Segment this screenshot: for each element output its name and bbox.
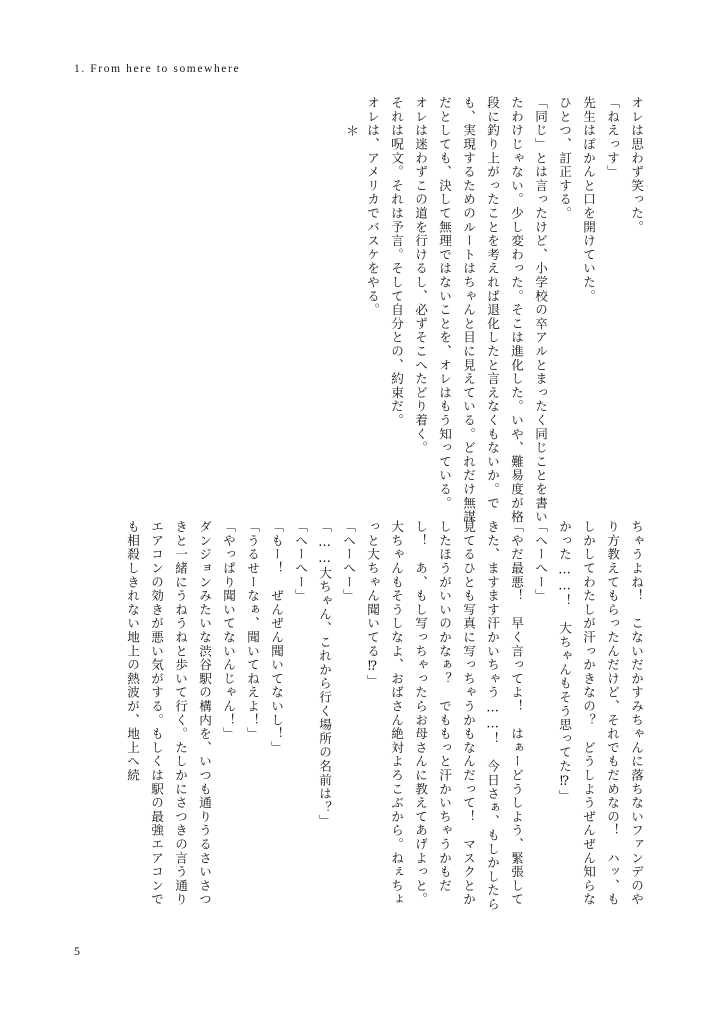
paragraph-line: ちゃうよね！ こないだかすみちゃんに落ちないファンデのやり方教えてもらったんだけど、それでもだめなの！ ハッ、もしかしてわたしが汗っかきなの？ どうしようぜんぜん知らなかった……！ 大ちゃんもそう思ってた⁉」 <box>557 520 644 907</box>
paragraph-line: オレは思わず笑った。 <box>629 96 644 234</box>
paragraph-line: 「へーへー」 <box>341 520 356 603</box>
paragraph-line: 「へーへー」 <box>293 520 308 603</box>
paragraph-line: 「やだ最悪！ 早く言ってよ！ はぁーどうしよう、緊張してきた、ますます汗かいちゃう……！ 今日さぁ、もしかしたら見てるひとも写真に写っちゃうかもなんだって！ マスクとかしたほうがいいのかなぁ？ でももっと汗かいちゃうかもだし！ あ、もし写っちゃったらお母さんに教えてあげよっと。大ちゃんもそうしなよ、おばさん絶対よろこぶから。ねぇちょっと大ちゃん聞いてる⁉」 <box>365 520 524 912</box>
paragraph-line: 先生はぽかんと口を開けていた。 <box>581 96 596 303</box>
paragraph-line: オレは迷わずこの道を行けるし、必ずそこへたどり着く。 <box>413 96 428 455</box>
body-text-upper <box>341 96 648 526</box>
paragraph-line: 「もー！ ぜんぜん聞いてないし！」 <box>269 520 284 755</box>
paragraph-line: ひとつ、訂正する。 <box>557 96 572 221</box>
paragraph-line: ダンジョンみたいな渋谷駅の構内を、いつも通りうるさいさつきと一緒にうねうねと歩いて行く。たしかにさつきの言う通りエアコンの効きが悪い気がする。もしくは駅の最強エアコンでも相殺しきれない地上の熱波が、地上へ続 <box>125 520 212 907</box>
paragraph-line: 「へーへー」 <box>533 520 548 603</box>
paragraph-line: 「……大ちゃん、これから行く場所の名前は？」 <box>317 520 332 829</box>
section-separator: ＊ <box>343 124 358 137</box>
paragraph-line: それは呪文。それは予言。そして自分との、約束だ。 <box>389 96 404 428</box>
paragraph-line: 「うるせーなぁ、聞いてねえよ！」 <box>245 520 260 741</box>
running-header: 1. From here to somewhere <box>74 63 241 75</box>
paragraph-line: 「ねえっす」 <box>605 96 620 179</box>
paragraph-line: 「やっぱり聞いてないんじゃん！」 <box>221 520 236 741</box>
page-number: 5 <box>74 944 80 958</box>
body-text-lower <box>120 520 648 920</box>
paragraph-line: オレは、アメリカでバスケをやる。 <box>365 96 380 317</box>
paragraph-line: 「同じ」とは言ったけど、小学校の卒アルとまったく同じことを書いたわけじゃない。少し変わった。そこは進化した。いや、難易度が格段に釣り上がったことを考えれば退化したと言えなくもないか。でも、実現するためのルートはちゃんと目に見えている。どれだけ無謀だとしても、決して無理ではないことを、オレはもう知っている。 <box>437 96 548 524</box>
